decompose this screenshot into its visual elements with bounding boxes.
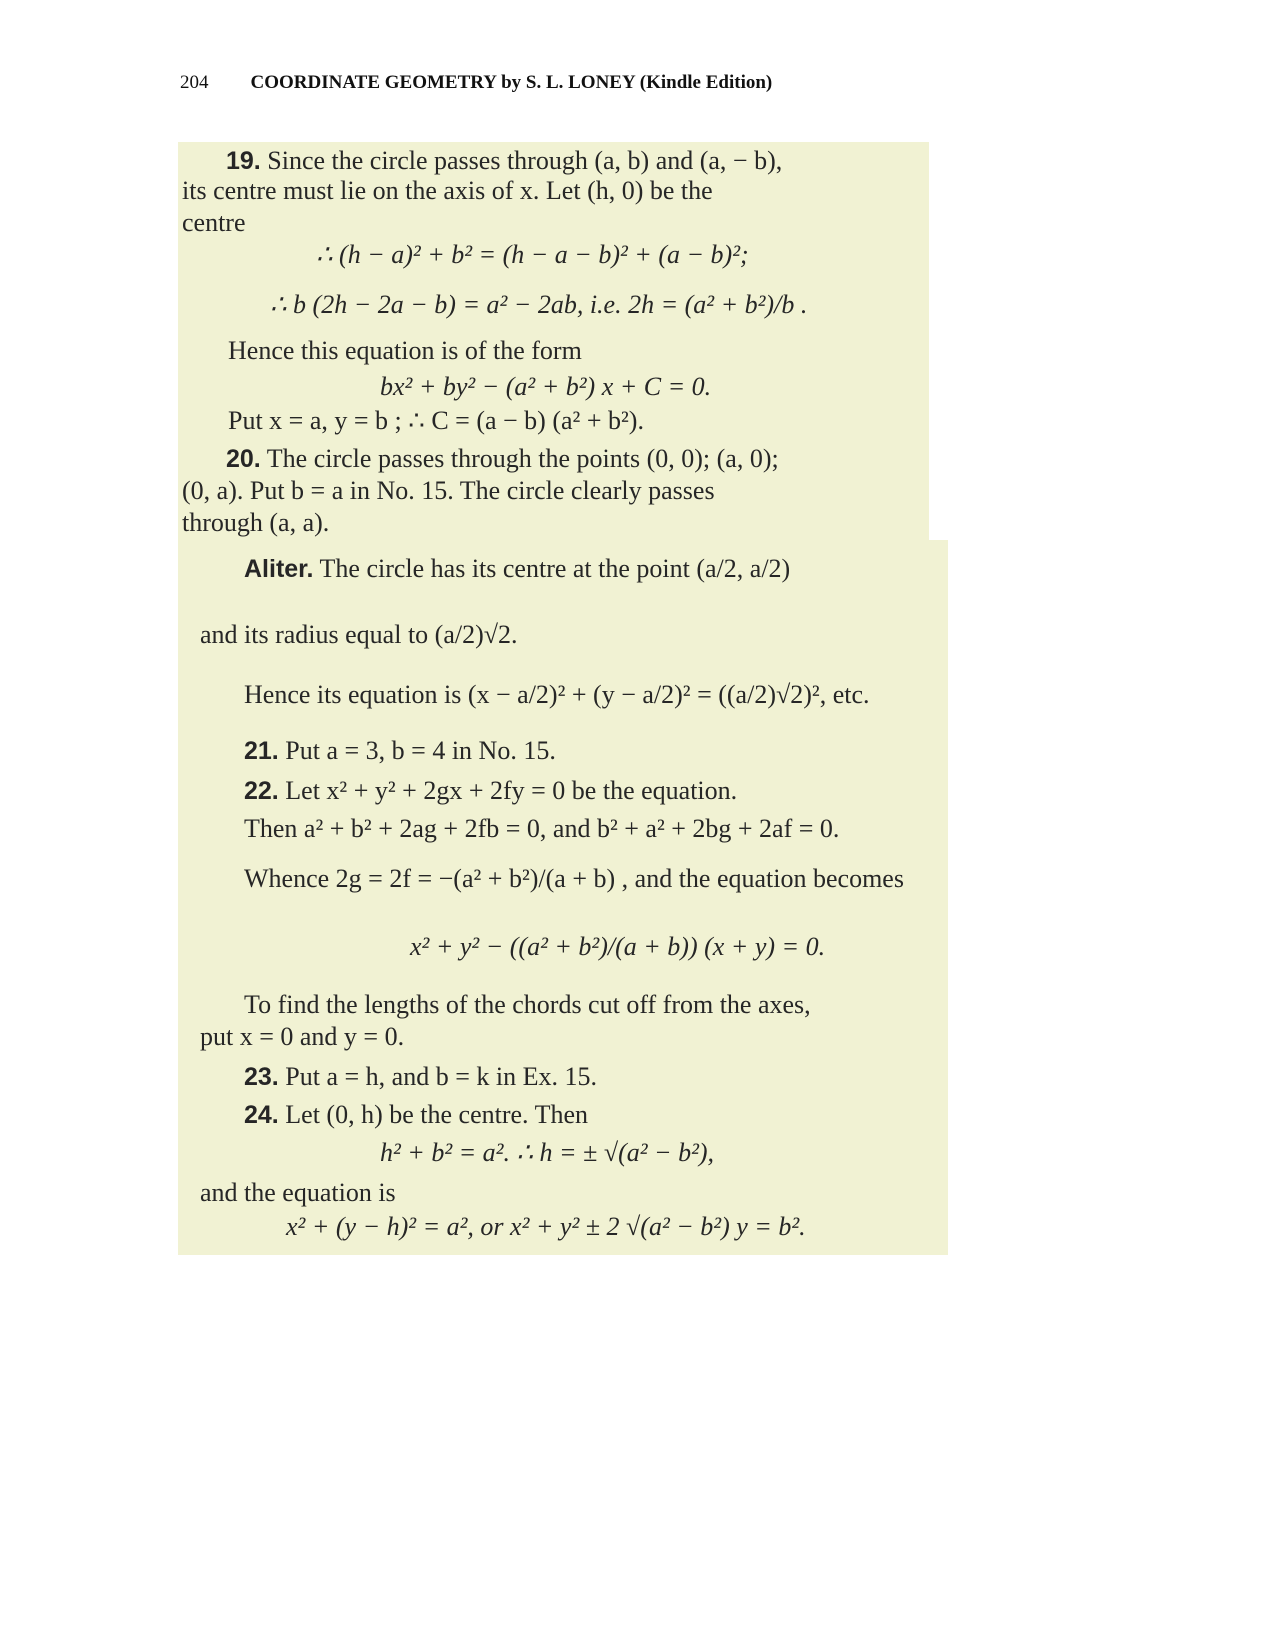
item-23 bbox=[244, 1062, 597, 1092]
aliter-label: Aliter. bbox=[244, 555, 314, 583]
item-20 bbox=[226, 444, 779, 474]
text-line: (0, a). Put b = a in No. 15. The circle clearly passes bbox=[182, 476, 715, 505]
item-number: 22. bbox=[244, 777, 279, 805]
item-text: The circle passes through the points (0, 0); (a, 0); bbox=[266, 444, 779, 473]
text-line: To find the lengths of the chords cut off from the axes, bbox=[244, 990, 811, 1019]
equation: ∴ b (2h − 2a − b) = a² − 2ab, i.e. 2h = (a² + b²)/b . bbox=[270, 290, 808, 319]
item-number: 23. bbox=[244, 1063, 279, 1091]
item-19 bbox=[226, 146, 782, 176]
text-line: put x = 0 and y = 0. bbox=[200, 1022, 405, 1051]
page-header bbox=[180, 72, 772, 94]
item-number: 19. bbox=[226, 147, 261, 175]
item-number: 20. bbox=[226, 445, 261, 473]
text-line: Put x = a, y = b ; ∴ C = (a − b) (a² + b²). bbox=[228, 406, 644, 435]
item-text: Let (0, h) be the centre. Then bbox=[285, 1100, 588, 1129]
item-text: Let x² + y² + 2gx + 2fy = 0 be the equation. bbox=[285, 776, 738, 805]
scanned-text-block-1 bbox=[178, 142, 929, 562]
text-line: its centre must lie on the axis of x. Let (h, 0) be the bbox=[182, 176, 713, 205]
running-title: COORDINATE GEOMETRY by S. L. LONEY (Kindle Edition) bbox=[250, 72, 773, 93]
equation: x² + y² − ((a² + b²)/(a + b)) (x + y) = 0. bbox=[410, 932, 826, 961]
item-number: 21. bbox=[244, 737, 279, 765]
item-24 bbox=[244, 1100, 588, 1130]
text-line: through (a, a). bbox=[182, 508, 330, 537]
scanned-text-block-2 bbox=[178, 540, 948, 1255]
equation: h² + b² = a². ∴ h = ± √(a² − b²), bbox=[380, 1138, 715, 1167]
item-text: Put a = h, and b = k in Ex. 15. bbox=[285, 1062, 597, 1091]
item-21 bbox=[244, 736, 556, 766]
equation: ∴ (h − a)² + b² = (h − a − b)² + (a − b)²; bbox=[316, 240, 749, 269]
item-22 bbox=[244, 776, 737, 806]
item-text: Put a = 3, b = 4 in No. 15. bbox=[285, 736, 556, 765]
item-number: 24. bbox=[244, 1101, 279, 1129]
equation: Hence its equation is (x − a/2)² + (y − a/2)² = ((a/2)√2)², etc. bbox=[244, 680, 870, 709]
aliter-text: The circle has its centre at the point (a/2, a/2) bbox=[319, 554, 791, 583]
aliter-paragraph bbox=[244, 554, 790, 584]
equation: x² + (y − h)² = a², or x² + y² ± 2 √(a² − b²) y = b². bbox=[286, 1212, 806, 1241]
text-line: and its radius equal to (a/2)√2. bbox=[200, 620, 518, 649]
text-line: centre bbox=[182, 208, 246, 237]
text-line: Hence this equation is of the form bbox=[228, 336, 582, 365]
page-number: 204 bbox=[180, 72, 209, 93]
text-line: Then a² + b² + 2ag + 2fb = 0, and b² + a² + 2bg + 2af = 0. bbox=[244, 814, 840, 843]
item-text: Since the circle passes through (a, b) and (a, − b), bbox=[267, 146, 783, 175]
text-line: and the equation is bbox=[200, 1178, 396, 1207]
equation: bx² + by² − (a² + b²) x + C = 0. bbox=[380, 372, 712, 401]
text-line: Whence 2g = 2f = −(a² + b²)/(a + b) , and the equation becomes bbox=[244, 864, 904, 893]
